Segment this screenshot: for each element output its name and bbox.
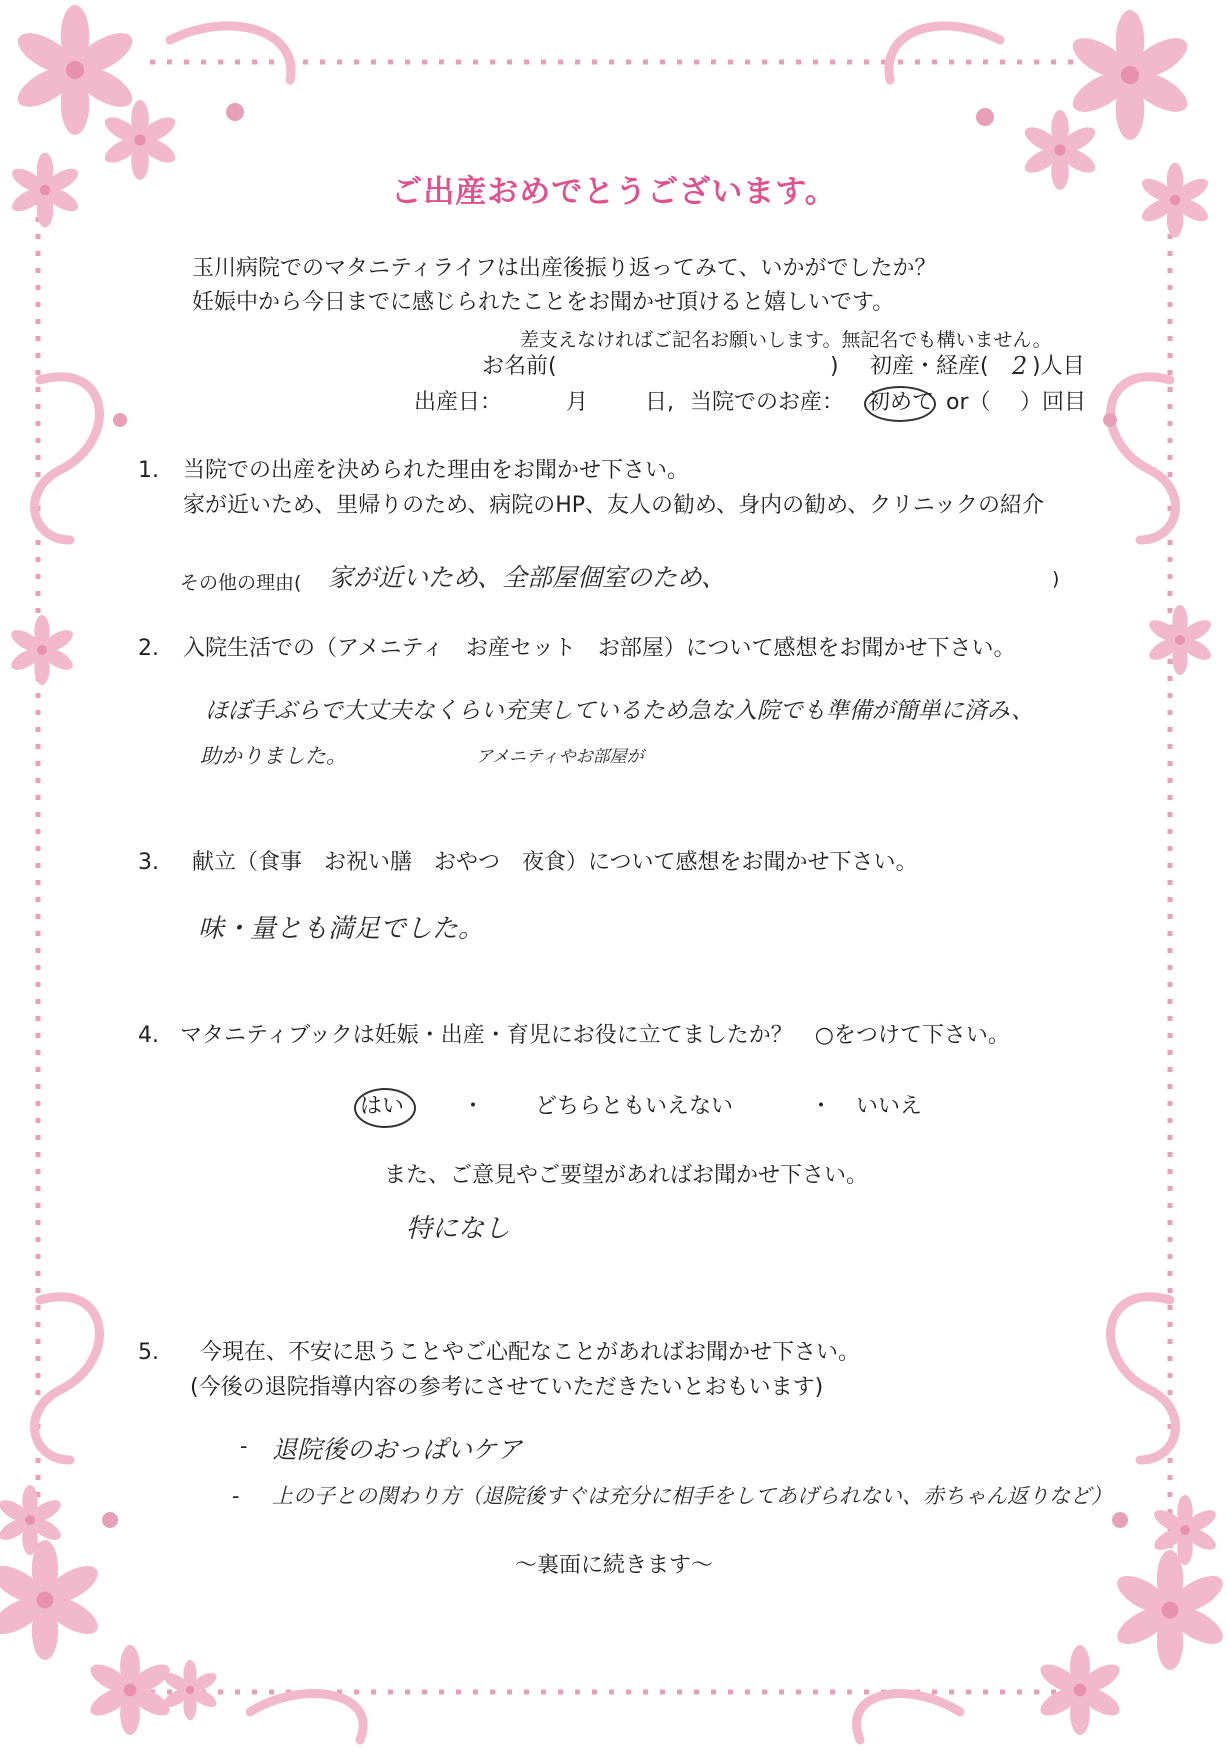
or-label: or（ [946,390,991,415]
name-field[interactable] [580,352,820,380]
anonymity-note: 差支えなければご記名お願いします。無記名でも構いません。 [520,329,1052,351]
parity-unit: )人目 [1032,354,1085,379]
parity-label: 初産・経産( [870,354,989,379]
name-label: お名前( [482,354,557,379]
q4-separator-1: ・ [462,1094,485,1119]
q3-number: 3. [138,850,159,875]
q1-other-close: ) [1052,568,1060,590]
first-time-circle-mark [864,386,936,422]
q3-question: 献立（食事 お祝い膳 おやつ 夜食）について感想をお聞かせ下さい。 [192,850,918,875]
q2-answer-line-1[interactable]: ほぼ手ぶらで大丈夫なくらい充実しているため急な入院でも準備が簡単に済み、 [205,698,1035,724]
continue-note: ～裏面に続きます～ [514,1553,713,1578]
intro-line-1: 玉川病院でのマタニティライフは出産後振り返ってみて、いかがでしたか？ [192,256,937,281]
q1-options: 家が近いため、里帰りのため、病院のHP、友人の勧め、身内の勧め、クリニックの紹介 [183,493,1044,518]
q4-followup-answer[interactable]: 特になし [406,1214,511,1244]
q4-separator-2: ・ [810,1094,833,1119]
q5-dash-1: - [240,1434,248,1459]
day-label: 日, [645,390,674,415]
q1-other-answer[interactable]: 家が近いため、全部屋個室のため、 [328,563,727,592]
page-title: ご出産おめでとうございます。 [391,174,837,210]
q5-subtext: (今後の退院指導内容の参考にさせていただきたいとおもいます) [190,1375,824,1400]
intro-line-2: 妊娠中から今日までに感じられたことをお聞かせ頂けると嬉しいです。 [192,290,895,315]
q4-yes-circle-mark [354,1088,416,1128]
q5-answer-2[interactable]: 上の子との関わり方（退院後すぐは充分に相手をしてあげられない、赤ちゃん返りなど） [272,1484,1112,1508]
q4-option-no[interactable]: いいえ [856,1094,923,1119]
birth-date-label: 出産日： [414,390,503,415]
q4-option-yes[interactable]: はい [360,1094,405,1119]
q1-number: 1. [138,458,159,483]
q2-question: 入院生活での（アメニティ お産セット お部屋）について感想をお聞かせ下さい。 [183,636,1016,661]
q2-number: 2. [138,636,159,661]
q1-question: 当院での出産を決められた理由をお聞かせ下さい。 [183,458,690,483]
q2-answer-line-2[interactable]: 助かりました。 [200,744,347,768]
q5-dash-2: - [232,1484,240,1509]
q4-question: マタニティブックは妊娠・出産・育児にお役に立てましたか？ ○をつけて下さい。 [180,1023,1010,1048]
q4-followup: また、ご意見やご要望があればお聞かせ下さい。 [384,1163,869,1188]
parity-value[interactable]: 2 [1012,352,1028,380]
q5-answer-1[interactable]: 退院後のおっぱいケア [272,1435,523,1464]
times-label: ）回目 [1020,390,1087,415]
first-time-option[interactable]: 初めて [868,390,935,415]
month-label: 月 [566,390,589,415]
q1-other-label: その他の理由( [180,572,302,594]
hospital-birth-label: 当院でのお産： [690,390,845,415]
q2-answer-insert[interactable]: アメニティやお部屋が [476,747,644,767]
name-close: ) [830,354,839,379]
q5-number: 5. [138,1340,159,1365]
q5-question: 今現在、不安に思うことやご心配なことがあればお聞かせ下さい。 [200,1340,861,1365]
q4-number: 4. [138,1023,159,1048]
q3-answer[interactable]: 味・量とも満足でした。 [198,914,485,944]
q4-option-neither[interactable]: どちらともいえない [535,1094,734,1119]
